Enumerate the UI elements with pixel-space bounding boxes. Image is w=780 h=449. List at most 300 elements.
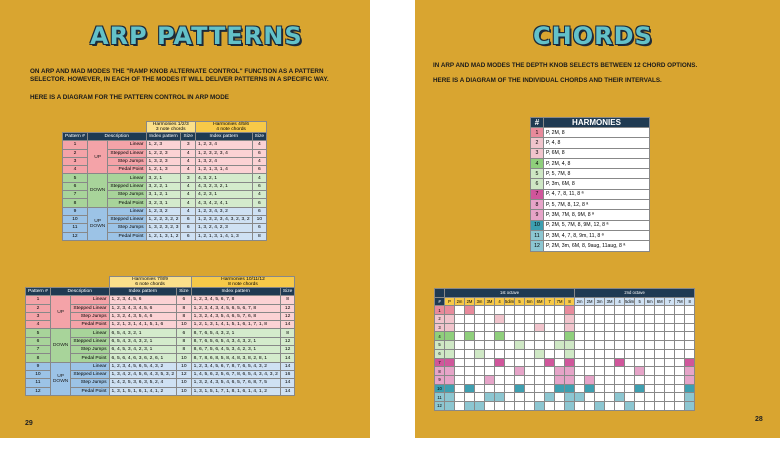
pattern-description: Step Jumps — [108, 191, 146, 199]
grid-cell — [485, 384, 495, 393]
grid-cell — [575, 323, 585, 332]
grid-cell — [465, 393, 475, 402]
grid-cell — [615, 358, 625, 367]
pattern-description: Pedal Point — [108, 232, 146, 240]
grid-cell — [445, 315, 455, 324]
grid-cell — [485, 306, 495, 315]
grid-cell — [595, 393, 605, 402]
index-pattern-a: 1, 4, 2, 5, 3, 6, 3, 5, 2, 4 — [109, 379, 177, 387]
pattern-number: 10 — [26, 370, 51, 378]
size-a: 8 — [177, 346, 192, 354]
grid-cell — [665, 393, 675, 402]
grid-cell — [605, 315, 615, 324]
grid-cell — [635, 306, 645, 315]
grid-row-number: 8 — [435, 367, 445, 376]
index-pattern-b: 1, 2, 3, 2, 3, 4 — [195, 149, 252, 157]
grid-cell — [515, 341, 525, 350]
harmony-intervals: P, 3M, 7M, 8, 9M, 8 ª — [544, 210, 650, 220]
size-b: 6 — [252, 207, 267, 215]
harmony-intervals: P, 2M, 5, 7M, 8, 9M, 12, 8 ª — [544, 220, 650, 230]
pattern-description: Stepped Linear — [71, 370, 109, 378]
grid-cell — [665, 323, 675, 332]
grid-cell — [505, 332, 515, 341]
grid-row-number: 12 — [435, 401, 445, 410]
size-b: 6 — [252, 199, 267, 207]
grid-cell — [605, 393, 615, 402]
grid-cell — [635, 367, 645, 376]
grid-cell — [685, 349, 695, 358]
pattern-number: 1 — [26, 296, 51, 304]
pattern-description: Linear — [71, 329, 109, 337]
index-pattern-b: 1, 2, 3, 4, 5, 6, 7, 8 — [191, 296, 280, 304]
grid-cell — [455, 401, 465, 410]
grid-row-number: 3 — [435, 323, 445, 332]
grid-cell — [505, 401, 515, 410]
interval-column-header: 6m — [525, 297, 535, 306]
harmony-number: 2 — [531, 138, 544, 148]
grid-cell — [645, 323, 655, 332]
direction-group: DOWN — [50, 329, 70, 362]
grid-cell — [505, 367, 515, 376]
grid-cell — [655, 367, 665, 376]
grid-cell — [455, 323, 465, 332]
grid-row-number: 11 — [435, 393, 445, 402]
row-header: # — [435, 297, 445, 306]
grid-cell — [475, 401, 485, 410]
grid-cell — [625, 306, 635, 315]
grid-cell — [605, 341, 615, 350]
grid-cell — [465, 375, 475, 384]
harmony-number: 11 — [531, 230, 544, 240]
left-page — [0, 0, 370, 438]
grid-cell — [685, 384, 695, 393]
grid-cell — [565, 401, 575, 410]
grid-cell — [575, 393, 585, 402]
interval-column-header: 7M — [675, 297, 685, 306]
pattern-table-3-4-notes — [62, 121, 267, 241]
grid-cell — [615, 375, 625, 384]
page-number: 29 — [25, 420, 33, 427]
harmonies-table — [530, 117, 650, 252]
grid-cell — [505, 306, 515, 315]
grid-cell — [585, 393, 595, 402]
pattern-number: 11 — [63, 224, 88, 232]
grid-cell — [515, 367, 525, 376]
size-a: 10 — [177, 321, 192, 329]
index-pattern-b: 1, 3, 2, 4 — [195, 157, 252, 165]
interval-column-header: 5 — [515, 297, 525, 306]
col-size: Size — [181, 133, 196, 141]
grid-cell — [505, 349, 515, 358]
page-title: ARP PATTERNS — [90, 22, 303, 50]
interval-column-header: 4 — [615, 297, 625, 306]
grid-cell — [445, 332, 455, 341]
size-b: 14 — [280, 354, 295, 362]
grid-cell — [535, 375, 545, 384]
harmony-intervals: P, 4, 7, 8, 11, 8 ª — [544, 189, 650, 199]
pattern-description: Stepped Linear — [108, 215, 146, 223]
col-index: Index pattern — [195, 133, 252, 141]
grid-cell — [575, 358, 585, 367]
grid-cell — [525, 393, 535, 402]
size-a: 4 — [181, 199, 196, 207]
grid-cell — [525, 332, 535, 341]
grid-cell — [565, 358, 575, 367]
grid-cell — [615, 367, 625, 376]
index-pattern-a: 1, 3, 4, 2, 4, 5, 6, 4, 3, 5, 3, 2 — [109, 370, 177, 378]
grid-cell — [645, 306, 655, 315]
direction-group: DOWN — [87, 174, 107, 207]
octave-1-label: 1st octave — [445, 289, 575, 298]
index-pattern-a: 6, 5, 4, 3, 2, 1 — [109, 329, 177, 337]
col-index: Index pattern — [109, 288, 177, 296]
grid-cell — [535, 367, 545, 376]
size-b: 4 — [252, 157, 267, 165]
grid-cell — [585, 323, 595, 332]
grid-cell — [615, 323, 625, 332]
size-a: 4 — [181, 157, 196, 165]
harmony-header-a: Harmonies 1/2/3 — [152, 122, 189, 127]
interval-column-header: 8 — [685, 297, 695, 306]
grid-cell — [655, 332, 665, 341]
index-pattern-b: 1, 3, 1, 5, 1, 7, 1, 8, 1, 6, 1, 4, 1, 2 — [191, 387, 280, 395]
grid-cell — [465, 384, 475, 393]
harmony-sub-b: 8 note chords — [228, 282, 258, 287]
grid-cell — [465, 358, 475, 367]
pattern-number: 6 — [26, 337, 51, 345]
grid-cell — [625, 341, 635, 350]
harmony-number: 10 — [531, 220, 544, 230]
grid-cell — [635, 341, 645, 350]
grid-cell — [525, 375, 535, 384]
harmony-number: 12 — [531, 241, 544, 251]
grid-cell — [575, 341, 585, 350]
index-pattern-b: 1, 3, 2, 4, 3, 5, 4, 6, 5, 7, 6, 8 — [191, 312, 280, 320]
harmony-sub-a: 3 note chords — [155, 127, 186, 132]
pattern-number: 10 — [63, 215, 88, 223]
grid-cell — [545, 384, 555, 393]
grid-cell — [655, 375, 665, 384]
grid-cell — [495, 306, 505, 315]
grid-cell — [525, 367, 535, 376]
grid-cell — [545, 393, 555, 402]
size-a: 6 — [177, 329, 192, 337]
size-a: 6 — [181, 232, 196, 240]
index-pattern-a: 3, 2, 1 — [146, 174, 181, 182]
grid-cell — [585, 315, 595, 324]
col-description: Description — [50, 288, 109, 296]
pattern-number: 8 — [63, 199, 88, 207]
grid-row — [435, 341, 695, 350]
grid-cell — [655, 358, 665, 367]
grid-cell — [505, 393, 515, 402]
pattern-description: Stepped Linear — [108, 149, 146, 157]
grid-cell — [465, 401, 475, 410]
table-row — [26, 329, 295, 337]
grid-cell — [675, 393, 685, 402]
size-a: 10 — [177, 387, 192, 395]
harmony-intervals: P, 2M, 3m, 6M, 8, 9aug, 11aug, 8 ª — [544, 241, 650, 251]
grid-cell — [455, 375, 465, 384]
grid-cell — [575, 401, 585, 410]
harmony-row — [531, 128, 650, 138]
grid-cell — [545, 332, 555, 341]
grid-cell — [685, 332, 695, 341]
size-b: 6 — [252, 182, 267, 190]
grid-cell — [675, 315, 685, 324]
index-pattern-b: 1, 2, 1, 3, 1, 4 — [195, 166, 252, 174]
harmony-intervals: P, 2M, 8 — [544, 128, 650, 138]
grid-cell — [685, 375, 695, 384]
interval-column-header: 7M — [555, 297, 565, 306]
grid-cell — [665, 384, 675, 393]
grid-cell — [625, 384, 635, 393]
index-pattern-a: 1, 2, 1, 3 — [146, 166, 181, 174]
index-pattern-b: 1, 2, 3, 4, 5, 6, 7, 8, 7, 6, 5, 4, 3, 2 — [191, 362, 280, 370]
grid-cell — [495, 375, 505, 384]
grid-cell — [625, 332, 635, 341]
grid-cell — [515, 315, 525, 324]
index-pattern-b: 1, 2, 3, 4 — [195, 141, 252, 149]
pattern-number: 5 — [26, 329, 51, 337]
grid-cell — [615, 315, 625, 324]
grid-row — [435, 323, 695, 332]
index-pattern-a: 1, 2, 3 — [146, 141, 181, 149]
grid-cell — [555, 323, 565, 332]
grid-cell — [565, 375, 575, 384]
grid-cell — [445, 393, 455, 402]
grid-cell — [495, 384, 505, 393]
pattern-number: 11 — [26, 379, 51, 387]
grid-cell — [445, 349, 455, 358]
grid-cell — [685, 367, 695, 376]
interval-column-header: 5dim — [625, 299, 635, 305]
grid-cell — [575, 332, 585, 341]
grid-cell — [505, 358, 515, 367]
harmony-header-b: Harmonies 4/5/6 — [213, 122, 249, 127]
grid-cell — [455, 341, 465, 350]
pattern-description: Pedal Point — [108, 199, 146, 207]
size-b: 4 — [252, 141, 267, 149]
harmony-number: 5 — [531, 169, 544, 179]
pattern-number: 5 — [63, 174, 88, 182]
grid-cell — [665, 375, 675, 384]
size-a: 6 — [177, 296, 192, 304]
index-pattern-a: 1, 2, 3, 4, 5, 6 — [109, 296, 177, 304]
pattern-number: 1 — [63, 141, 88, 149]
grid-cell — [575, 306, 585, 315]
size-a: 8 — [177, 337, 192, 345]
grid-cell — [455, 306, 465, 315]
harmony-row — [531, 148, 650, 158]
grid-cell — [605, 367, 615, 376]
grid-cell — [485, 358, 495, 367]
pattern-description: Step Jumps — [71, 379, 109, 387]
grid-cell — [445, 341, 455, 350]
grid-cell — [555, 384, 565, 393]
grid-cell — [555, 401, 565, 410]
harmony-sub-b: 4 note chords — [216, 127, 246, 132]
size-a: 6 — [181, 224, 196, 232]
grid-cell — [545, 323, 555, 332]
grid-cell — [565, 332, 575, 341]
grid-row — [435, 358, 695, 367]
grid-cell — [615, 393, 625, 402]
table-row — [63, 174, 267, 182]
grid-cell — [555, 306, 565, 315]
grid-cell — [545, 315, 555, 324]
grid-row — [435, 367, 695, 376]
grid-cell — [605, 384, 615, 393]
size-b: 4 — [252, 191, 267, 199]
grid-cell — [535, 349, 545, 358]
grid-cell — [605, 349, 615, 358]
grid-cell — [655, 401, 665, 410]
grid-cell — [575, 349, 585, 358]
grid-cell — [505, 341, 515, 350]
grid-row — [435, 375, 695, 384]
index-pattern-b: 1, 2, 3, 4, 3, 2 — [195, 207, 252, 215]
grid-cell — [485, 341, 495, 350]
harmony-number: 7 — [531, 189, 544, 199]
grid-cell — [575, 367, 585, 376]
grid-cell — [645, 315, 655, 324]
direction-group: UP — [87, 141, 107, 174]
pattern-description: Pedal Point — [108, 166, 146, 174]
grid-cell — [545, 341, 555, 350]
direction-group: UP — [50, 296, 70, 329]
index-pattern-b: 8, 7, 6, 5, 4, 3, 2, 1 — [191, 329, 280, 337]
grid-cell — [555, 393, 565, 402]
harmony-header-b: Harmonies 10/11/12 — [221, 277, 265, 282]
intro-text: ON ARP AND MAD MODES THE "RAMP KNOB ALTERNATE CONTROL" FUNCTION AS A PATTERN SELECTOR. HOWEVER, IN EACH OF THE MODES IT WILL DELIVER PATTERNS IN A SPECIFIC WAY. — [30, 68, 329, 83]
grid-cell — [515, 401, 525, 410]
grid-row-number: 4 — [435, 332, 445, 341]
grid-cell — [665, 315, 675, 324]
grid-cell — [685, 393, 695, 402]
grid-cell — [515, 358, 525, 367]
grid-cell — [645, 393, 655, 402]
grid-cell — [495, 349, 505, 358]
grid-cell — [625, 349, 635, 358]
harmony-intervals: P, 5, 7M, 8, 12, 8 ª — [544, 200, 650, 210]
grid-cell — [655, 315, 665, 324]
grid-cell — [585, 306, 595, 315]
pattern-number: 4 — [26, 321, 51, 329]
grid-cell — [505, 375, 515, 384]
index-pattern-a: 6, 5, 6, 4, 6, 3, 6, 2, 6, 1 — [109, 354, 177, 362]
grid-cell — [445, 323, 455, 332]
interval-column-header: 6m — [645, 297, 655, 306]
grid-cell — [665, 349, 675, 358]
size-a: 6 — [181, 215, 196, 223]
col-size: Size — [280, 288, 295, 296]
grid-cell — [525, 349, 535, 358]
harmony-intervals: P, 5, 7M, 8 — [544, 169, 650, 179]
page-number: 28 — [755, 416, 763, 423]
grid-cell — [525, 306, 535, 315]
index-pattern-b: 4, 3, 2, 3, 2, 1 — [195, 182, 252, 190]
grid-cell — [475, 349, 485, 358]
pattern-description: Linear — [108, 207, 146, 215]
grid-row — [435, 349, 695, 358]
grid-cell — [505, 384, 515, 393]
grid-cell — [465, 367, 475, 376]
grid-cell — [555, 315, 565, 324]
size-b: 12 — [280, 304, 295, 312]
grid-cell — [455, 367, 465, 376]
grid-cell — [515, 323, 525, 332]
size-a: 4 — [181, 191, 196, 199]
grid-cell — [445, 358, 455, 367]
grid-cell — [585, 358, 595, 367]
grid-cell — [495, 315, 505, 324]
grid-row-number: 1 — [435, 306, 445, 315]
grid-cell — [645, 384, 655, 393]
grid-cell — [465, 341, 475, 350]
grid-cell — [635, 401, 645, 410]
harmony-row — [531, 200, 650, 210]
grid-cell — [605, 358, 615, 367]
interval-column-header: 7 — [545, 297, 555, 306]
grid-cell — [475, 323, 485, 332]
grid-cell — [535, 358, 545, 367]
grid-cell — [585, 349, 595, 358]
grid-row-number: 9 — [435, 375, 445, 384]
index-pattern-a: 1, 3, 2, 4, 3, 5, 4, 6 — [109, 312, 177, 320]
index-pattern-a: 3, 1, 2, 1 — [146, 191, 181, 199]
pattern-number: 3 — [26, 312, 51, 320]
grid-cell — [535, 401, 545, 410]
index-pattern-a: 1, 2, 3, 2 — [146, 207, 181, 215]
grid-cell — [485, 401, 495, 410]
pattern-number: 7 — [26, 346, 51, 354]
intro-text: IN ARP AND MAD MODES THE DEPTH KNOB SELECTS BETWEEN 12 CHORD OPTIONS. — [433, 62, 698, 69]
grid-cell — [675, 384, 685, 393]
grid-cell — [455, 358, 465, 367]
grid-cell — [595, 367, 605, 376]
grid-cell — [445, 401, 455, 410]
grid-cell — [585, 332, 595, 341]
size-b: 14 — [280, 379, 295, 387]
grid-cell — [465, 323, 475, 332]
table-row — [26, 362, 295, 370]
index-pattern-a: 1, 2, 2, 3 — [146, 149, 181, 157]
pattern-number: 8 — [26, 354, 51, 362]
col-size: Size — [177, 288, 192, 296]
pattern-number: 9 — [63, 207, 88, 215]
grid-cell — [525, 358, 535, 367]
pattern-description: Step Jumps — [108, 157, 146, 165]
grid-cell — [585, 384, 595, 393]
harmony-row — [531, 138, 650, 148]
right-page — [415, 0, 780, 438]
grid-cell — [685, 306, 695, 315]
grid-cell — [495, 401, 505, 410]
grid-cell — [665, 332, 675, 341]
size-b: 8 — [252, 232, 267, 240]
grid-cell — [575, 315, 585, 324]
grid-cell — [525, 315, 535, 324]
size-a: 8 — [177, 304, 192, 312]
pattern-description: Pedal Point — [71, 321, 109, 329]
grid-cell — [675, 358, 685, 367]
grid-cell — [505, 323, 515, 332]
grid-cell — [545, 349, 555, 358]
pattern-number: 12 — [26, 387, 51, 395]
grid-cell — [595, 306, 605, 315]
table-row — [26, 296, 295, 304]
